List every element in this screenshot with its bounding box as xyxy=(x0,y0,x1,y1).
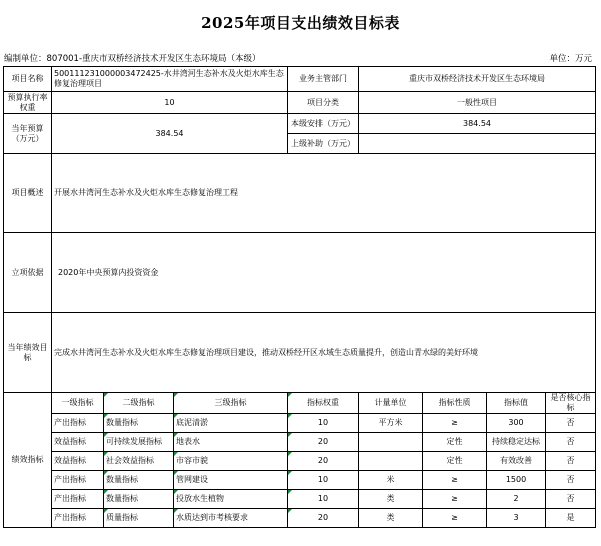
category-label: 项目分类 xyxy=(288,92,359,114)
cell-level2: 数量指标 xyxy=(104,490,174,509)
dept-value: 重庆市双桥经济技术开发区生态环境局 xyxy=(359,67,596,92)
indicator-header-weight: 指标权重 xyxy=(288,393,359,414)
weight-value: 10 xyxy=(52,92,288,114)
weight-label: 预算执行率权重 xyxy=(4,92,52,114)
cell-core: 否 xyxy=(546,490,596,509)
table-row xyxy=(4,490,596,509)
cell-level3: 水质达到市考核要求 xyxy=(174,509,288,528)
cell-core: 否 xyxy=(546,471,596,490)
cell-level2: 数量指标 xyxy=(104,414,174,433)
cell-weight: 10 xyxy=(288,471,359,490)
cell-unit: 类 xyxy=(359,490,423,509)
indicator-header-level3: 三级指标 xyxy=(174,393,288,414)
indicator-header-level2: 二级指标 xyxy=(104,393,174,414)
overview-value: 开展水井湾河生态补水及火炬水库生态修复治理工程 xyxy=(52,154,596,233)
table-row xyxy=(4,509,596,528)
superior-label: 上级补助（万元） xyxy=(288,134,359,154)
cell-core: 否 xyxy=(546,414,596,433)
cell-value: 3 xyxy=(487,509,546,528)
cell-value: 持续稳定达标 xyxy=(487,433,546,452)
cell-value: 300 xyxy=(487,414,546,433)
table-row xyxy=(4,433,596,452)
cell-level1: 效益指标 xyxy=(52,433,104,452)
cell-weight: 10 xyxy=(288,490,359,509)
org-label: 编制单位： xyxy=(4,54,47,64)
cell-unit xyxy=(359,452,423,471)
cell-weight: 10 xyxy=(288,414,359,433)
cell-value: 有效改善 xyxy=(487,452,546,471)
indicator-header-level1: 一级指标 xyxy=(52,393,104,414)
dept-label: 业务主管部门 xyxy=(288,67,359,92)
superior-value xyxy=(359,134,596,154)
cell-weight: 20 xyxy=(288,452,359,471)
cell-level2: 可持续发展指标 xyxy=(104,433,174,452)
cell-nature: 定性 xyxy=(423,433,487,452)
goal-value: 完成水井湾河生态补水及火炬水库生态修复治理项目建设，推动双桥经开区水域生态质量提升，创造山青水绿的美好环境 xyxy=(52,313,596,393)
org-value: 807001-重庆市双桥经济技术开发区生态环境局（本级） xyxy=(46,54,261,64)
project-name-label: 项目名称 xyxy=(4,67,52,92)
cell-level3: 投放水生植物 xyxy=(174,490,288,509)
basis-value: 2020年中央预算内投资资金 xyxy=(52,233,596,313)
cell-weight: 20 xyxy=(288,509,359,528)
cell-value: 2 xyxy=(487,490,546,509)
cell-unit xyxy=(359,433,423,452)
cell-weight: 20 xyxy=(288,433,359,452)
cell-level1: 产出指标 xyxy=(52,490,104,509)
cell-level1: 产出指标 xyxy=(52,509,104,528)
cell-unit: 类 xyxy=(359,509,423,528)
basis-label: 立项依据 xyxy=(4,233,52,313)
budget-label: 当年预算（万元） xyxy=(4,114,52,154)
cell-value: 1500 xyxy=(487,471,546,490)
cell-level3: 管网建设 xyxy=(174,471,288,490)
page-title: 2025年项目支出绩效目标表 xyxy=(201,14,400,32)
cell-nature: ≥ xyxy=(423,414,487,433)
cell-nature: 定性 xyxy=(423,452,487,471)
table-row xyxy=(4,452,596,471)
table-row xyxy=(4,471,596,490)
cell-level3: 地表水 xyxy=(174,433,288,452)
budget-value: 384.54 xyxy=(52,114,288,154)
unit-label: 单位：万元 xyxy=(549,54,592,64)
cell-unit: 平方米 xyxy=(359,414,423,433)
category-value: 一般性项目 xyxy=(359,92,596,114)
cell-level1: 产出指标 xyxy=(52,414,104,433)
org-info xyxy=(4,52,261,64)
cell-nature: ≥ xyxy=(423,471,487,490)
indicator-header-nature: 指标性质 xyxy=(423,393,487,414)
table-row xyxy=(4,414,596,433)
indicator-header-unit: 计量单位 xyxy=(359,393,423,414)
local-label: 本级安排（万元） xyxy=(288,114,359,134)
cell-core: 否 xyxy=(546,433,596,452)
overview-label: 项目概述 xyxy=(4,154,52,233)
indicator-header-value: 指标值 xyxy=(487,393,546,414)
cell-unit: 米 xyxy=(359,471,423,490)
cell-level3: 底泥清淤 xyxy=(174,414,288,433)
cell-level1: 效益指标 xyxy=(52,452,104,471)
cell-core: 是 xyxy=(546,509,596,528)
indicator-header-core: 是否核心指标 xyxy=(546,393,596,414)
cell-level2: 质量指标 xyxy=(104,509,174,528)
cell-level3: 市容市貌 xyxy=(174,452,288,471)
cell-nature: ≥ xyxy=(423,490,487,509)
indicator-label: 绩效指标 xyxy=(4,393,52,528)
target-table xyxy=(3,66,596,528)
goal-label: 当年绩效目标 xyxy=(4,313,52,393)
cell-level2: 社会效益指标 xyxy=(104,452,174,471)
cell-level1: 产出指标 xyxy=(52,471,104,490)
cell-nature: ≥ xyxy=(423,509,487,528)
cell-level2: 数量指标 xyxy=(104,471,174,490)
cell-core: 否 xyxy=(546,452,596,471)
local-value: 384.54 xyxy=(359,114,596,134)
project-name-value: 500111231000003472425-水井湾河生态补水及火炬水库生态修复治理项目 xyxy=(52,67,288,92)
